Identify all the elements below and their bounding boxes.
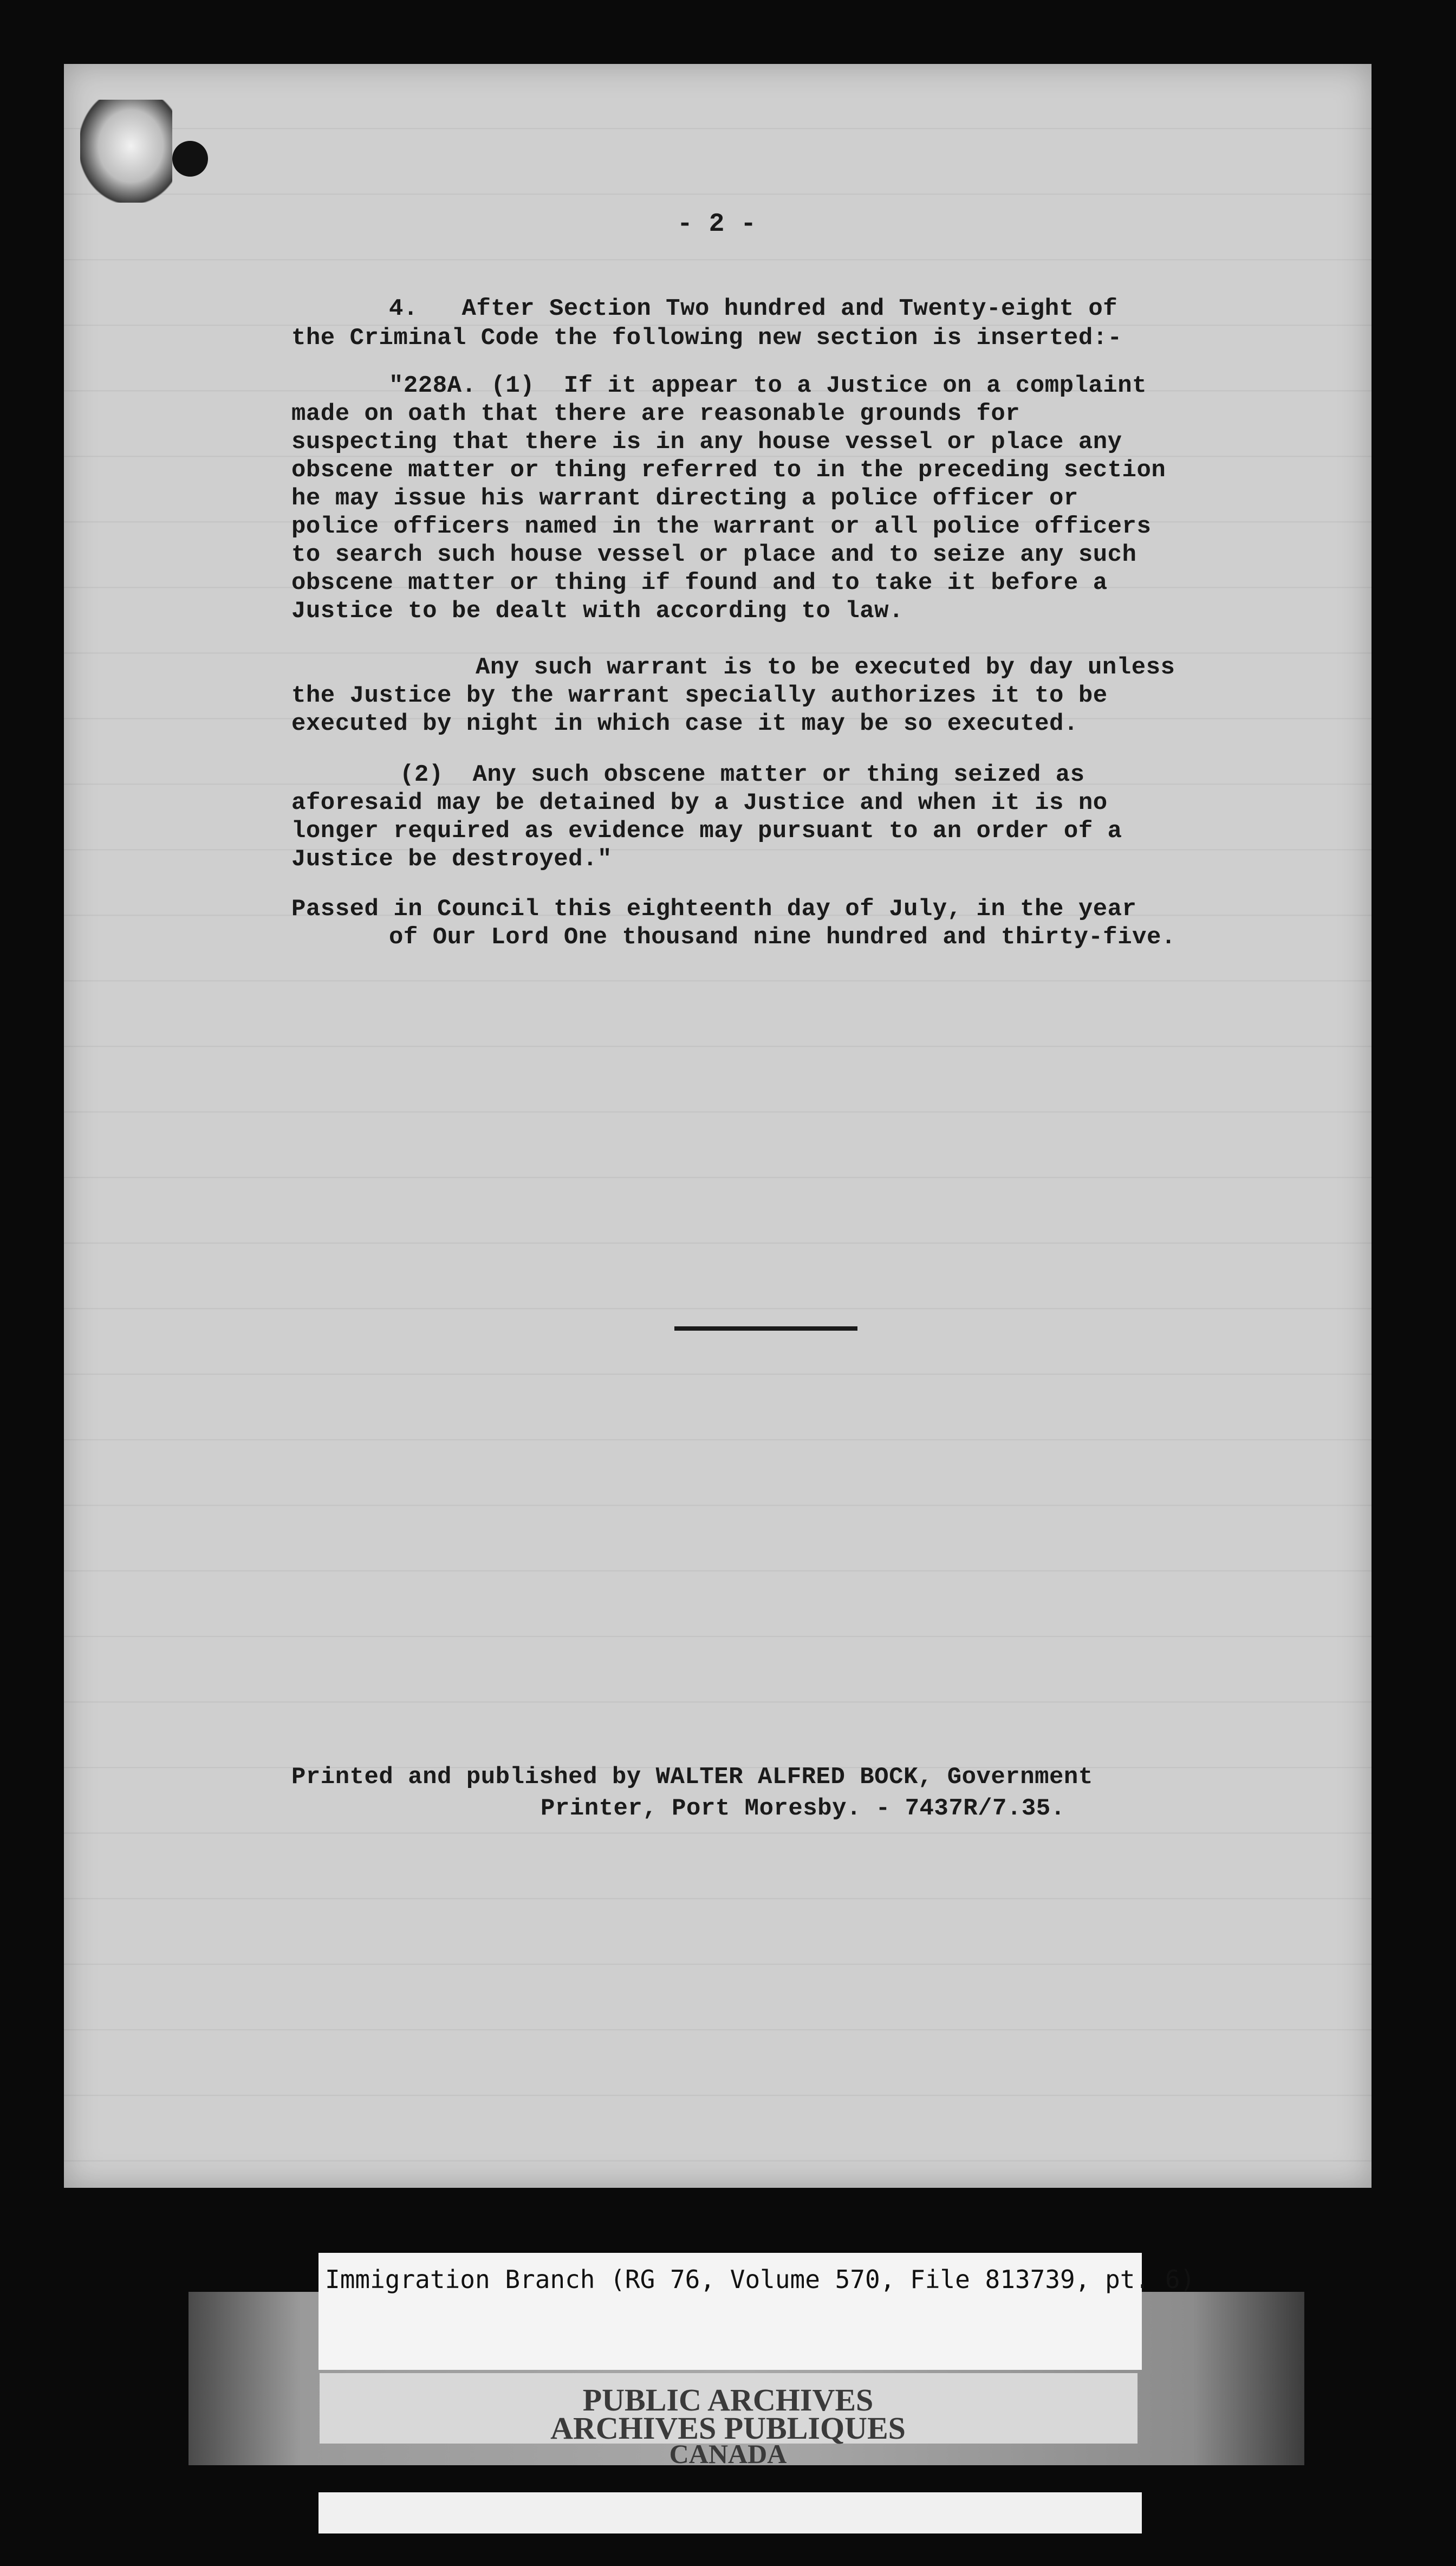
subsection1-line-9: Justice to be dealt with according to law.: [291, 598, 903, 625]
subsection1-line-1: "228A. (1) If it appear to a Justice on a complaint: [389, 372, 1147, 399]
archive-label-text: Immigration Branch (RG 76, Volume 570, File 813739, pt. 6): [325, 2265, 1195, 2294]
subsection2-line-2: aforesaid may be detained by a Justice and when it is no: [291, 789, 1108, 817]
passed-line-2: of Our Lord One thousand nine hundred and thirty-five.: [389, 924, 1176, 951]
separator-rule: [674, 1326, 857, 1331]
subsection1-line-2: made on oath that there are reasonable grounds for: [291, 400, 1020, 427]
stamp-line-2: ARCHIVES PUBLIQUES: [550, 2411, 906, 2446]
stamp-line-1: PUBLIC ARCHIVES: [582, 2382, 874, 2418]
label-bottom-strip: [318, 2492, 1142, 2533]
warrant-line-2: the Justice by the warrant specially authorizes it to be: [291, 682, 1108, 709]
stamp-line-3: CANADA: [669, 2439, 787, 2469]
page-number: - 2 -: [677, 210, 757, 239]
subsection1-line-3: suspecting that there is in any house vessel or place any: [291, 429, 1122, 456]
section4-line-1: 4. After Section Two hundred and Twenty-eight of: [389, 295, 1118, 322]
paper-clip-mark: [80, 100, 172, 203]
warrant-line-1: Any such warrant is to be executed by day unless: [476, 654, 1175, 681]
subsection2-line-4: Justice be destroyed.": [291, 846, 612, 873]
section4-line-2: the Criminal Code the following new section is inserted:-: [291, 325, 1122, 352]
subsection1-line-7: to search such house vessel or place and to seize any such: [291, 541, 1137, 568]
printer-line-1: Printed and published by WALTER ALFRED BOCK, Government: [291, 1764, 1093, 1791]
passed-line-1: Passed in Council this eighteenth day of July, in the year: [291, 896, 1137, 923]
subsection2-line-3: longer required as evidence may pursuant to an order of a: [291, 818, 1122, 845]
subsection2-line-1: (2) Any such obscene matter or thing seized as: [400, 761, 1085, 788]
printer-line-2: Printer, Port Moresby. - 7437R/7.35.: [541, 1795, 1065, 1822]
subsection1-line-5: he may issue his warrant directing a police officer or: [291, 485, 1078, 512]
subsection1-line-4: obscene matter or thing referred to in the preceding section: [291, 457, 1166, 484]
subsection1-line-8: obscene matter or thing if found and to take it before a: [291, 569, 1108, 597]
punch-hole: [172, 141, 208, 177]
warrant-line-3: executed by night in which case it may be so executed.: [291, 710, 1078, 737]
subsection1-line-6: police officers named in the warrant or all police officers: [291, 513, 1152, 540]
